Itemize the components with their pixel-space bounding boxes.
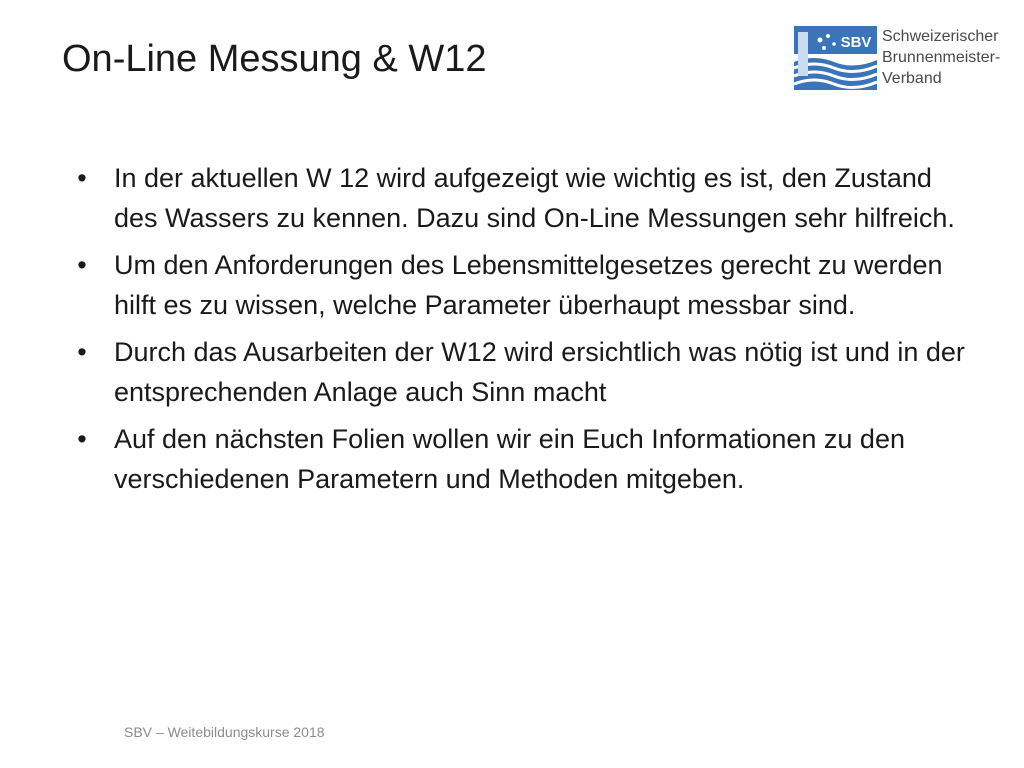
bullet-item: [72, 332, 972, 412]
slide-title: On-Line Messung & W12: [62, 38, 487, 80]
slide-footer: SBV – Weitebildungskurse 2018: [124, 724, 325, 740]
bullet-text: Auf den nächsten Folien wollen wir ein Euch Informationen zu den verschiedenen Parametern und Methoden mitgeben.: [114, 424, 905, 494]
bullet-list: [72, 158, 972, 506]
bullet-dot: •: [77, 337, 87, 367]
sbv-logo-text: [882, 26, 1000, 89]
bullet-dot: •: [77, 163, 87, 193]
sbv-logo: [794, 26, 1009, 96]
bullet-text: Um den Anforderungen des Lebensmittelgesetzes gerecht zu werden hilft es zu wissen, welche Parameter überhaupt messbar sind.: [114, 250, 943, 320]
logo-line-3: Verband: [882, 70, 942, 87]
bullet-item: [72, 419, 972, 499]
bullet-text: Durch das Ausarbeiten der W12 wird ersichtlich was nötig ist und in der entsprechenden Anlage auch Sinn macht: [114, 337, 965, 407]
logo-line-2: Brunnenmeister-: [882, 49, 1001, 66]
sbv-logo-mark: [794, 26, 877, 90]
bullet-item: [72, 158, 972, 238]
bullet-item: [72, 245, 972, 325]
logo-line-1: Schweizerischer: [882, 28, 999, 45]
sbv-logo-mark-text: SBV: [840, 34, 872, 51]
bullet-dot: •: [77, 250, 87, 280]
bullet-text: In der aktuellen W 12 wird aufgezeigt wie wichtig es ist, den Zustand des Wassers zu kennen. Dazu sind On-Line Messungen sehr hilfreich.: [114, 163, 955, 233]
bullet-dot: •: [77, 424, 87, 454]
